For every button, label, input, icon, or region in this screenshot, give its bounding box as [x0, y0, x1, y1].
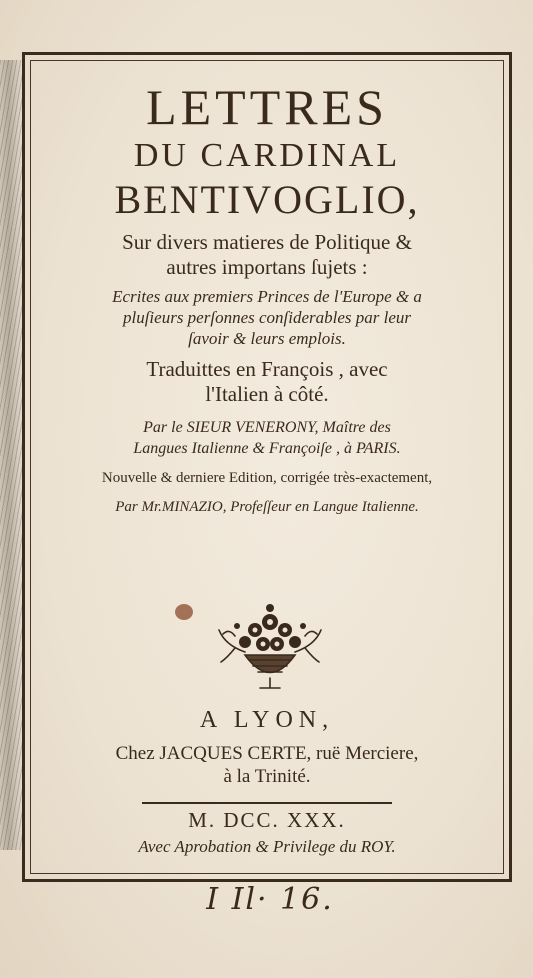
edition-statement: Nouvelle & derniere Edition, corrigée très-exactement, [101, 470, 433, 486]
description-line-2: pluſieurs perſonnes conſiderables par leur [122, 308, 412, 327]
title-line-3: BENTIVOGLIO, [114, 177, 420, 222]
title-block [38, 64, 496, 517]
frontispiece-edge [0, 60, 23, 850]
translation-note [38, 357, 496, 407]
imprint-date: M. DCC. XXX. [188, 808, 346, 832]
handwritten-shelfmark: I Il· 16. [206, 882, 334, 917]
flower-basket-ornament [215, 600, 325, 690]
translation-line-1: Traduittes en François , avec [146, 357, 388, 381]
description-line-3: ſavoir & leurs emplois. [188, 329, 346, 348]
title-line-1: LETTRES [146, 79, 388, 135]
imprint-privilege: Avec Aprobation & Privilege du ROY. [138, 837, 396, 856]
subtitle-line-2: autres importans ſujets : [166, 255, 368, 279]
description [38, 286, 496, 349]
imprint-rule [142, 802, 392, 804]
description-line-1: Ecrites aux premiers Princes de l'Europe & a [112, 287, 422, 306]
imprint-printer: Chez JACQUES CERTE, ruë Merciere, [115, 743, 419, 764]
author-credit [38, 417, 496, 459]
subtitle-line-1: Sur divers matieres de Politique & [122, 230, 412, 254]
imprint-address: à la Trinité. [223, 766, 311, 787]
author-line-1: Par le SIEUR VENERONY, Maître des [143, 419, 391, 436]
imprint-block [38, 706, 496, 857]
corrector-credit: Par Mr.MINAZIO, Profeſſeur en Langue Italienne. [115, 499, 419, 515]
foxing-stain [175, 604, 193, 620]
imprint-city: A LYON, [199, 707, 335, 733]
translation-line-2: l'Italien à côté. [205, 382, 329, 406]
author-line-2: Langues Italienne & Françoiſe , à PARIS. [133, 440, 401, 457]
title-line-2: DU CARDINAL [133, 137, 401, 174]
